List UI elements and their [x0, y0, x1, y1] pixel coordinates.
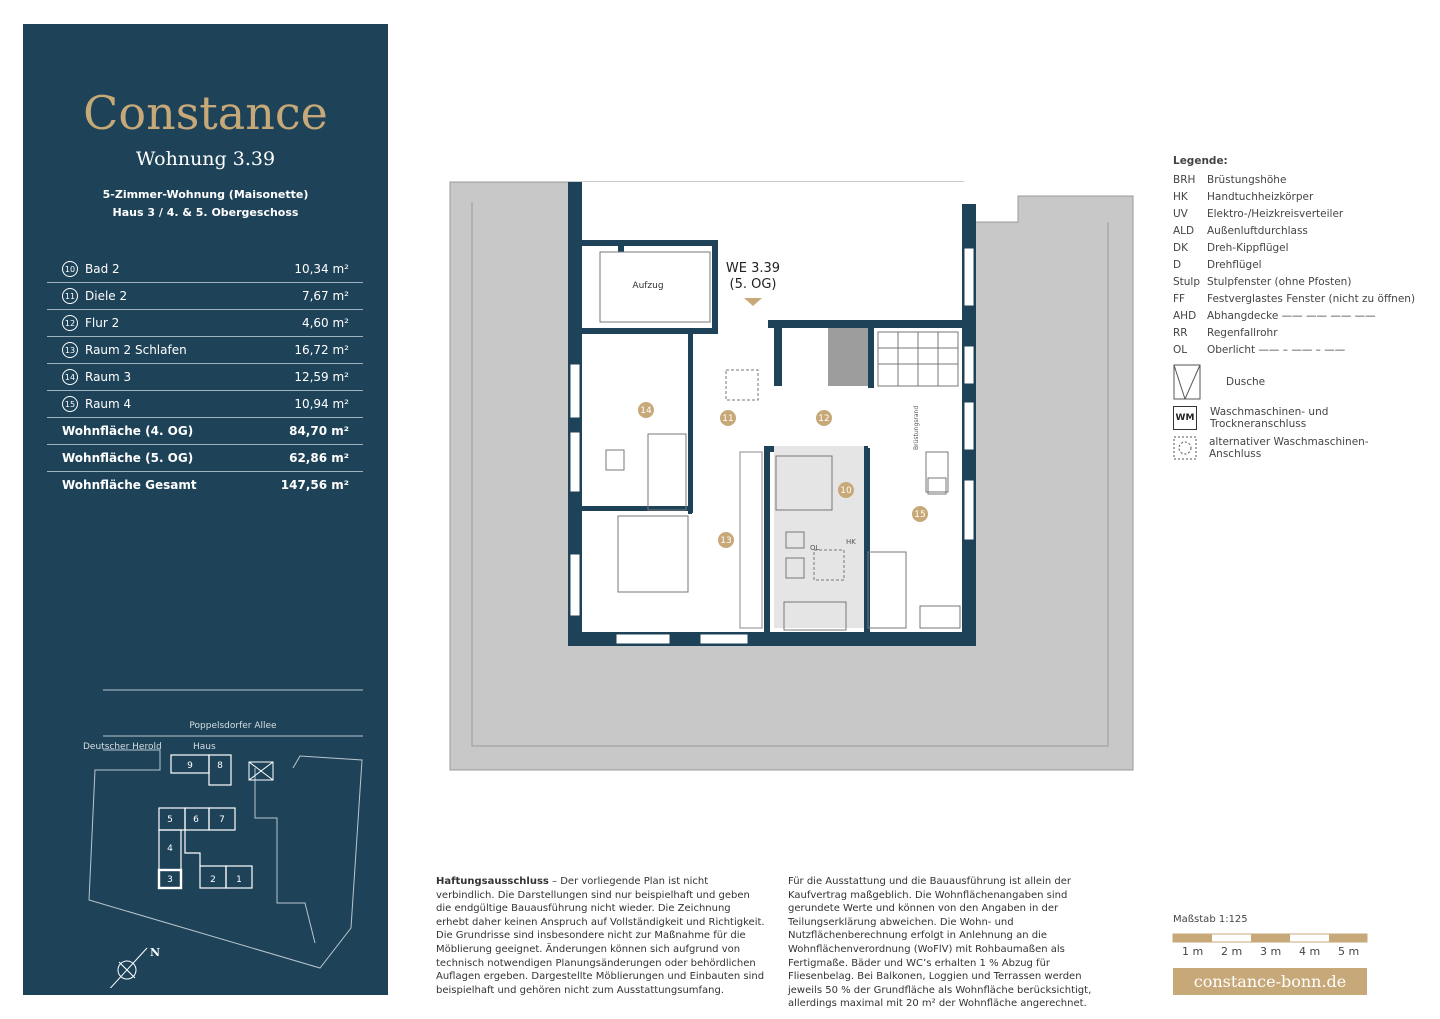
room-row [47, 391, 363, 418]
room-name: Raum 3 [85, 370, 132, 384]
legend-item [1173, 341, 1415, 358]
disclaimer-heading: Haftungsausschluss [436, 876, 549, 887]
room-area: 12,59 m² [294, 370, 349, 384]
scale-tick: 3 m [1260, 945, 1282, 958]
alt-wm-label-2: Anschluss [1209, 448, 1262, 460]
lift-label: Aufzug [632, 281, 664, 291]
room-number: 10 [840, 486, 852, 496]
legend-abbr: DK [1173, 241, 1188, 254]
wm-label-2: Trockneranschluss [1210, 418, 1307, 430]
legend-text: Regenfallrohr [1207, 326, 1278, 339]
room-number-badge: 10 [62, 261, 78, 277]
unit-location: Haus 3 / 4. & 5. Obergeschoss [112, 206, 299, 219]
legend-item [1173, 239, 1415, 256]
room-number: 14 [640, 406, 652, 416]
legend-text: Oberlicht —— – —— – —— [1207, 343, 1346, 356]
neighbor-label: Deutscher Herold [83, 742, 162, 752]
legend [1173, 155, 1415, 460]
scale-tick: 5 m [1338, 945, 1360, 958]
legend-text: Handtuchheizkörper [1207, 190, 1314, 203]
room-area: 10,34 m² [294, 262, 349, 276]
legend-abbr: OL [1173, 343, 1188, 356]
info-panel [23, 24, 388, 995]
street-label: Poppelsdorfer Allee [189, 721, 277, 731]
legend-text: Festverglastes Fenster (nicht zu öffnen) [1207, 292, 1416, 305]
legend-item [1173, 324, 1415, 341]
room-number: 12 [818, 414, 830, 424]
legend-item [1173, 290, 1415, 307]
scale-bar [1172, 931, 1368, 943]
room-number-badge: 12 [62, 315, 78, 331]
hk-label: HK [846, 538, 856, 546]
legend-text: Außenluftdurchlass [1207, 224, 1308, 237]
house-number: 6 [193, 815, 199, 825]
unit-title: Wohnung 3.39 [135, 148, 276, 170]
legend-title: Legende: [1173, 155, 1228, 167]
total-label: Wohnfläche (5. OG) [62, 451, 194, 465]
house-number: 2 [210, 875, 216, 885]
room-row [47, 256, 363, 283]
room-name: Diele 2 [85, 289, 128, 303]
shower-label: Dusche [1226, 376, 1266, 388]
total-row [47, 418, 363, 445]
house-number: 7 [219, 815, 225, 825]
room-row [47, 283, 363, 310]
room-area: 16,72 m² [294, 343, 349, 357]
total-label: Wohnfläche (4. OG) [62, 424, 194, 438]
room-area: 4,60 m² [301, 316, 349, 330]
legend-text: Abhangdecke —— —— —— —— [1207, 309, 1376, 322]
room-row [47, 364, 363, 391]
legend-text: Elektro-/Heizkreisverteiler [1207, 207, 1344, 220]
room-row [47, 337, 363, 364]
disclaimer-right [788, 875, 1118, 1011]
legend-abbr: RR [1173, 326, 1188, 339]
legend-text: Drehflügel [1207, 258, 1262, 271]
scale-tick: 1 m [1182, 945, 1204, 958]
legend-shower [1173, 364, 1415, 400]
legend-item [1173, 222, 1415, 239]
disclaimer-right-text: Für die Ausstattung und die Bauausführung ist allein der Kaufvertrag maßgeblich. Die Wohnflächenangaben sind gerundete Werte und können von den Angaben in der Teilungserklärung abweichen. Die Wohn- und Nutzflächenberechnung erfolgt in Anlehnung an die Wohnflächenverordnung (WoFlV) mit Rohbaumaßen als Fertigmaße. Bäder und WC’s erhalten 1 % Abzug für Fliesenbelag. Bei Balkonen, Loggien und Terrassen werden jeweils 50 % der Grundfläche als Wohnfläche berücksichtigt, allerdings maximal mit 20 m² der Wohnfläche angerechnet. [788, 876, 1092, 1010]
legend-abbr: HK [1173, 190, 1188, 203]
legend-abbr: BRH [1173, 173, 1196, 186]
ol-label: OL [810, 544, 820, 552]
room-name: Flur 2 [85, 316, 120, 330]
disclaimer-left [436, 875, 766, 997]
legend-item [1173, 188, 1415, 205]
legend-abbr: UV [1173, 207, 1188, 220]
total-row [47, 472, 363, 498]
house-number: 9 [187, 761, 193, 771]
disclaimer-left-text: – Der vorliegende Plan ist nicht verbindlich. Die Darstellungen sind nur beispielhaft und geben die endgültige Bauausführung nicht wieder. Die Zeichnung erhebt daher keinen Anspruch auf Vollständigkeit und Richtigkeit. Die Grundrisse sind insbesondere nicht zur Maßnahme für die Möblierung geeignet. Änderungen können sich aufgrund von technisch notwendigen Planungsänderungen oder behördlichen Auflagen ergeben. Dargestellte Möblierungen und Einbauten sind beispielhaft und gehören nicht zum Ausstattungsumfang. [436, 876, 765, 996]
house-number: 1 [236, 875, 242, 885]
north-arrow-icon [105, 948, 147, 988]
room-row [47, 310, 363, 337]
alt-wm-icon [1173, 436, 1197, 460]
brand-logo: Constance [83, 86, 328, 140]
total-area: 147,56 m² [280, 478, 349, 492]
room-number: 11 [722, 414, 734, 424]
floor-plan [448, 178, 1138, 774]
envelope-icon [249, 762, 273, 780]
site-plan [55, 688, 375, 988]
room-number-badge: 15 [62, 396, 78, 412]
brh-label: Brüstungsrand [913, 405, 920, 450]
unit-type: 5-Zimmer-Wohnung (Maisonette) [102, 188, 309, 201]
room-area: 10,94 m² [294, 397, 349, 411]
house-number: 3 [167, 875, 173, 885]
legend-item [1173, 256, 1415, 273]
room-area: 7,67 m² [301, 289, 349, 303]
total-area: 84,70 m² [289, 424, 349, 438]
legend-text: Brüstungshöhe [1207, 173, 1287, 186]
scale-tick: 4 m [1299, 945, 1321, 958]
total-label: Wohnfläche Gesamt [62, 478, 197, 492]
legend-alt-wm [1173, 436, 1415, 460]
legend-item [1173, 205, 1415, 222]
legend-abbr: FF [1173, 292, 1186, 305]
room-number-badge: 11 [62, 288, 78, 304]
scale-label: Maßstab 1:125 [1173, 914, 1248, 925]
legend-item [1173, 171, 1415, 188]
room-name: Raum 2 Schlafen [85, 343, 187, 357]
legend-text: Stulpfenster (ohne Pfosten) [1207, 275, 1352, 288]
room-number-badge: 13 [62, 342, 78, 358]
room-name: Bad 2 [85, 262, 120, 276]
room-name: Raum 4 [85, 397, 132, 411]
north-label: N [150, 946, 161, 959]
legend-abbr: D [1173, 258, 1182, 271]
legend-abbr: AHD [1173, 309, 1197, 322]
wm-label-1: Waschmaschinen- und [1210, 406, 1329, 418]
room-number: 13 [720, 536, 732, 546]
total-area: 62,86 m² [289, 451, 349, 465]
legend-item [1173, 273, 1415, 290]
room-number-badge: 14 [62, 369, 78, 385]
alt-wm-label-1: alternativer Waschmaschinen- [1209, 436, 1369, 448]
legend-wm [1173, 406, 1415, 430]
legend-abbr: Stulp [1173, 275, 1201, 288]
shower-icon [1173, 364, 1201, 400]
wm-icon: WM [1173, 406, 1197, 430]
house-number: 5 [167, 815, 173, 825]
house-number: 8 [217, 761, 223, 771]
website-link[interactable]: constance-bonn.de [1173, 968, 1367, 995]
room-number: 15 [914, 510, 926, 520]
haus-label: Haus [193, 742, 216, 752]
unit-label: WE 3.39 [725, 261, 781, 276]
level-label: (5. OG) [729, 277, 777, 292]
legend-text: Dreh-Kippflügel [1207, 241, 1289, 254]
total-row [47, 445, 363, 472]
scale-tick: 2 m [1221, 945, 1243, 958]
room-table [47, 256, 363, 498]
legend-item [1173, 307, 1415, 324]
legend-abbr: ALD [1173, 224, 1195, 237]
house-number: 4 [167, 844, 173, 854]
